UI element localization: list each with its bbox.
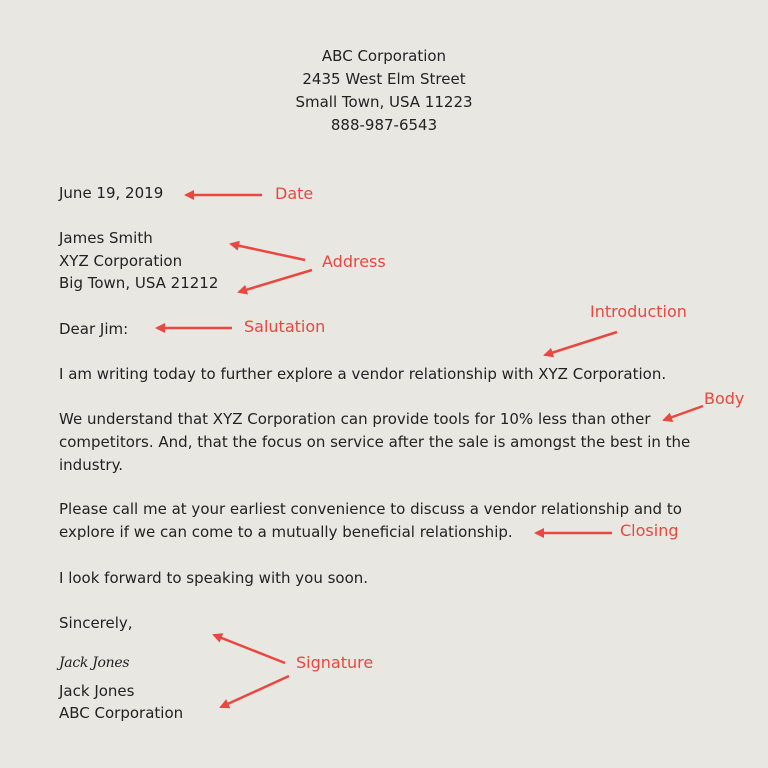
closing-line: explore if we can come to a mutually beneficial relationship.: [59, 523, 513, 541]
annotation-body-label: Body: [704, 389, 745, 408]
address-arrow-down-icon: [239, 270, 312, 292]
salutation: Dear Jim:: [59, 320, 129, 338]
signer-name: Jack Jones: [59, 682, 135, 700]
recipient-company: XYZ Corporation: [59, 252, 183, 270]
letterhead-city: Small Town, USA 11223: [295, 93, 473, 111]
annotation-salutation-label: Salutation: [244, 317, 326, 336]
body-arrow-icon: [664, 406, 703, 420]
recipient-name: James Smith: [59, 229, 153, 247]
body-line: industry.: [59, 456, 124, 474]
signer-company: ABC Corporation: [59, 704, 184, 722]
signature-arrow-up-icon: [214, 635, 285, 663]
address-arrow-up-icon: [231, 244, 305, 260]
annotation-signature-label: Signature: [296, 653, 374, 672]
annotation-date-label: Date: [275, 184, 314, 203]
complimentary-close: Sincerely,: [59, 614, 133, 632]
letterhead-phone: 888-987-6543: [330, 116, 438, 134]
letter-date: June 19, 2019: [59, 184, 164, 202]
body-line: We understand that XYZ Corporation can provide tools for 10% less than other: [59, 410, 651, 428]
introduction-paragraph: I am writing today to further explore a vendor relationship with XYZ Corporation.: [59, 365, 667, 383]
letterhead-company: ABC Corporation: [321, 47, 447, 65]
recipient-city: Big Town, USA 21212: [59, 274, 219, 292]
final-paragraph: I look forward to speaking with you soon.: [59, 569, 369, 587]
annotation-address-label: Address: [322, 252, 386, 271]
introduction-arrow-icon: [545, 332, 617, 355]
annotation-introduction-label: Introduction: [590, 302, 687, 321]
letterhead-street: 2435 West Elm Street: [302, 70, 466, 88]
signature-arrow-down-icon: [221, 676, 289, 707]
handwritten-signature: Jack Jones: [59, 655, 130, 671]
body-line: competitors. And, that the focus on service after the sale is amongst the best in the: [59, 433, 691, 451]
annotation-closing-label: Closing: [620, 521, 679, 540]
closing-line: Please call me at your earliest convenience to discuss a vendor relationship and to: [59, 500, 682, 518]
